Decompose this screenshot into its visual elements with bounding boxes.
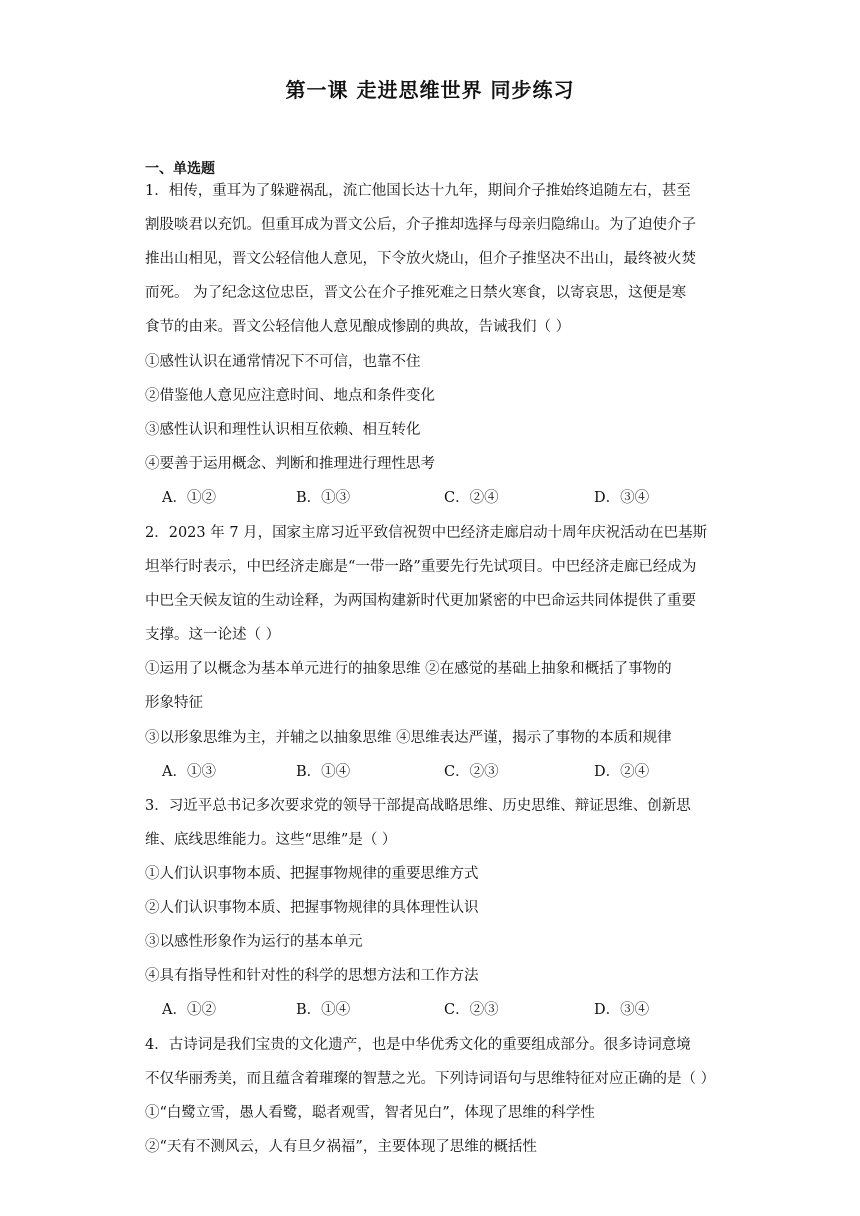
q4-line-2: 不仅华丽秀美，而且蕴含着璀璨的智慧之光。下列诗词语句与思维特征对应正确的是（ ） <box>145 1071 716 1087</box>
q1-line-4: 而死。 为了纪念这位忠臣，晋文公在介子推死难之日禁火寒食，以寄哀思，这便是寒 <box>145 285 687 301</box>
q2-line-1: 2．2023 年 7 月，国家主席习近平致信祝贺中巴经济走廊启动十周年庆祝活动在巴基斯 <box>145 525 708 541</box>
page-title: 第一课 走进思维世界 同步练习 <box>285 78 575 102</box>
q1-statement-2: ②借鉴他人意见应注意时间、地点和条件变化 <box>145 388 435 404</box>
q4-statement-2: ②“天有不测风云，人有旦夕祸福”，主要体现了思维的概括性 <box>145 1139 537 1155</box>
q4-line-1: 4．古诗词是我们宝贵的文化遗产，也是中华优秀文化的重要组成部分。很多诗词意境 <box>145 1037 691 1053</box>
q2-option-d[interactable]: D．②④ <box>594 764 650 780</box>
q4-statement-1: ①“白鹭立雪，愚人看鹭，聪者观雪，智者见白”，体现了思维的科学性 <box>145 1105 595 1121</box>
q2-line-4: 支撑。这一论述（ ） <box>145 627 281 643</box>
q1-options <box>162 488 722 508</box>
q1-line-1: 1．相传，重耳为了躲避祸乱，流亡他国长达十九年，期间介子推始终追随左右，甚至 <box>145 183 691 199</box>
q2-statements-1-2: ①运用了以概念为基本单元进行的抽象思维 ②在感觉的基础上抽象和概括了事物的 <box>145 661 672 677</box>
q1-line-2: 割股啖君以充饥。但重耳成为晋文公后，介子推却选择与母亲归隐绵山。为了迫使介子 <box>145 217 696 233</box>
q1-option-b[interactable]: B．①③ <box>296 490 351 506</box>
q3-option-d[interactable]: D．③④ <box>594 1002 650 1018</box>
q3-line-1: 3．习近平总书记多次要求党的领导干部提高战略思维、历史思维、辩证思维、创新思 <box>145 798 691 814</box>
q2-line-2: 坦举行时表示，中巴经济走廊是“一带一路”重要先行先试项目。中巴经济走廊已经成为 <box>145 559 697 575</box>
q3-statement-2: ②人们认识事物本质、把握事物规律的具体理性认识 <box>145 900 479 916</box>
q1-line-5: 食节的由来。晋文公轻信他人意见酿成惨剧的典故，告诫我们（ ） <box>145 319 571 335</box>
q2-options <box>162 762 722 782</box>
q1-option-d[interactable]: D．③④ <box>594 490 650 506</box>
section-heading: 一、单选题 <box>145 161 215 177</box>
q2-option-a[interactable]: A．①③ <box>162 764 216 780</box>
q3-option-c[interactable]: C．②③ <box>444 1002 499 1018</box>
q1-option-c[interactable]: C．②④ <box>444 490 499 506</box>
q2-option-b[interactable]: B．①④ <box>296 764 351 780</box>
q2-option-c[interactable]: C．②③ <box>444 764 499 780</box>
q3-options <box>162 1000 722 1020</box>
q3-statement-1: ①人们认识事物本质、把握事物规律的重要思维方式 <box>145 866 479 882</box>
q1-statement-3: ③感性认识和理性认识相互依赖、相互转化 <box>145 422 421 438</box>
q3-statement-4: ④具有指导性和针对性的科学的思想方法和工作方法 <box>145 968 479 984</box>
q3-statement-3: ③以感性形象作为运行的基本单元 <box>145 934 363 950</box>
q2-statements-3-4: ③以形象思维为主，并辅之以抽象思维 ④思维表达严谨，揭示了事物的本质和规律 <box>145 730 672 746</box>
q3-option-b[interactable]: B．①④ <box>296 1002 351 1018</box>
q1-statement-4: ④要善于运用概念、判断和推理进行理性思考 <box>145 456 435 472</box>
q3-option-a[interactable]: A．①② <box>162 1002 216 1018</box>
q1-statement-1: ①感性认识在通常情况下不可信，也靠不住 <box>145 354 421 370</box>
q2-statement-2-cont: 形象特征 <box>145 695 203 711</box>
q2-line-3: 中巴全天候友谊的生动诠释，为两国构建新时代更加紧密的中巴命运共同体提供了重要 <box>145 593 696 609</box>
q1-option-a[interactable]: A．①② <box>162 490 216 506</box>
q1-line-3: 推出山相见，晋文公轻信他人意见，下令放火烧山，但介子推坚决不出山，最终被火焚 <box>145 251 696 267</box>
q3-line-2: 维、底线思维能力。这些“思维”是（ ） <box>145 832 397 848</box>
